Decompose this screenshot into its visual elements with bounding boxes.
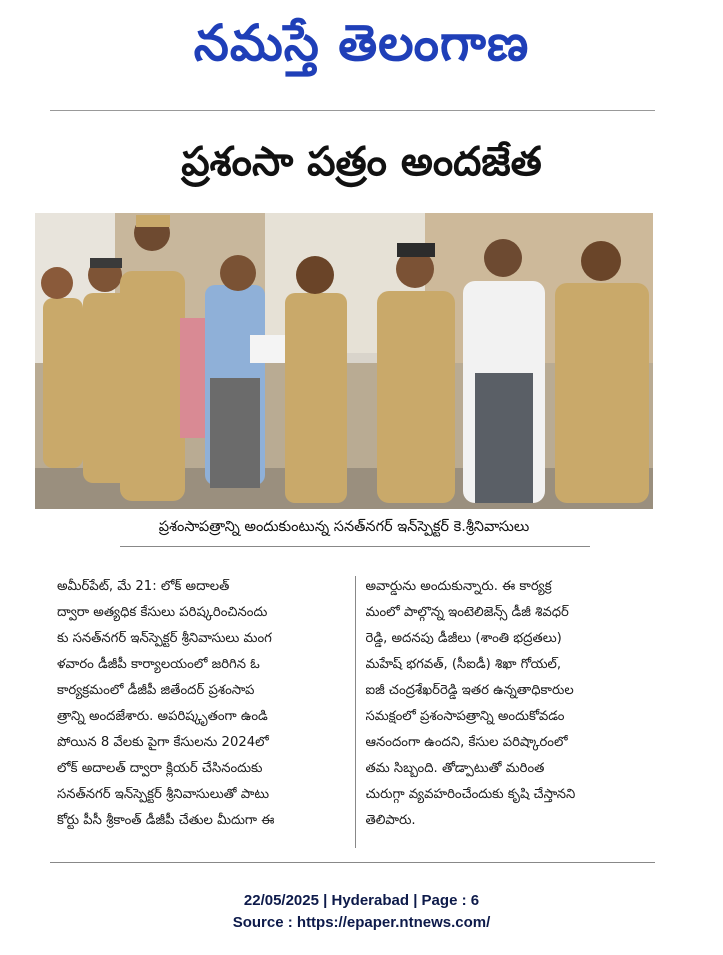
article-headline: ప్రశంసా పత్రం అందజేత [181,139,542,185]
article-line: లోక్‌ అదాలత్‌ ద్వారా క్లియర్‌ చేసినందుకు [57,761,263,776]
article-line: ద్వారా అత్యధిక కేసులు పరిష్కరించినందు [57,605,268,620]
news-photo [35,213,653,509]
article-line: సమక్షంలో ప్రశంసాపత్రాన్ని అందుకోవడం [365,709,565,724]
newspaper-masthead: నమస్తే తెలంగాణ [193,14,530,72]
footer-source-link[interactable]: Source : https://epaper.ntnews.com/ [232,914,491,931]
article-body [57,574,653,860]
article-line: సనత్‌నగర్‌ ఇన్‌స్పెక్టర్‌ శ్రీనివాసులుతో పాటు [57,787,270,802]
article-line: మంలో పాల్గొన్న ఇంటెలిజెన్స్‌ డీజీ శివధర్‌ [365,605,569,620]
article-line: తెలిపారు. [365,813,416,828]
footer-date-location: 22/05/2025 | Hyderabad | Page : 6 [243,892,480,909]
article-line: రెడ్డి, అదనపు డీజీలు (శాంతి భద్రతలు) [365,631,562,646]
article-line: మహేష్‌ భగవత్‌, (సీఐడీ) శిఖా గోయల్‌, [365,657,562,672]
caption-divider [120,546,590,547]
article-line: చురుగ్గా వ్యవహరించేందుకు కృషి చేస్తానని [365,787,576,802]
article-line: కార్యక్రమంలో డీజీపీ జితేందర్‌ ప్రశంసాప [57,683,255,698]
article-line: అవార్డును అందుకున్నారు. ఈ కార్యక్ర [365,579,552,594]
article-line: కోర్టు పీసీ శ్రీకాంత్‌ డీజీపీ చేతుల మీదుగా ఈ [57,813,275,828]
article-column-left [57,574,355,860]
article-line: ఐజీ చంద్రశేఖర్‌రెడ్డి ఇతర ఉన్నతాధికారుల [365,683,574,698]
article-line: పోయిన 8 వేలకు పైగా కేసులను 2024లో [57,735,269,750]
article-column-right [356,574,654,860]
photo-caption: ప్రశంసాపత్రాన్ని అందుకుంటున్న సనత్‌నగర్‌ ఇన్‌స్పెక్టర్‌ కె.శ్రీనివాసులు [158,519,530,535]
masthead-divider [50,110,655,111]
article-line: తమ సిబ్బంది. తోడ్పాటుతో మరింత [365,761,545,776]
article-line: అమీర్‌పేట్‌, మే 21: లోక్‌ అదాలత్‌ [57,579,230,594]
article-bottom-divider [50,862,655,863]
article-line: త్రాన్ని అందజేశారు. అపరిష్కృతంగా ఉండి [57,709,268,724]
article-line: ళవారం డీజీపీ కార్యాలయంలో జరిగిన ఓ [57,657,260,672]
article-line: కు సనత్‌నగర్‌ ఇన్‌స్పెక్టర్‌ శ్రీనివాసులు మంగ [57,631,272,646]
article-line: ఆనందంగా ఉందని, కేసుల పరిష్కారంలో [365,735,568,750]
page-footer [0,890,723,934]
